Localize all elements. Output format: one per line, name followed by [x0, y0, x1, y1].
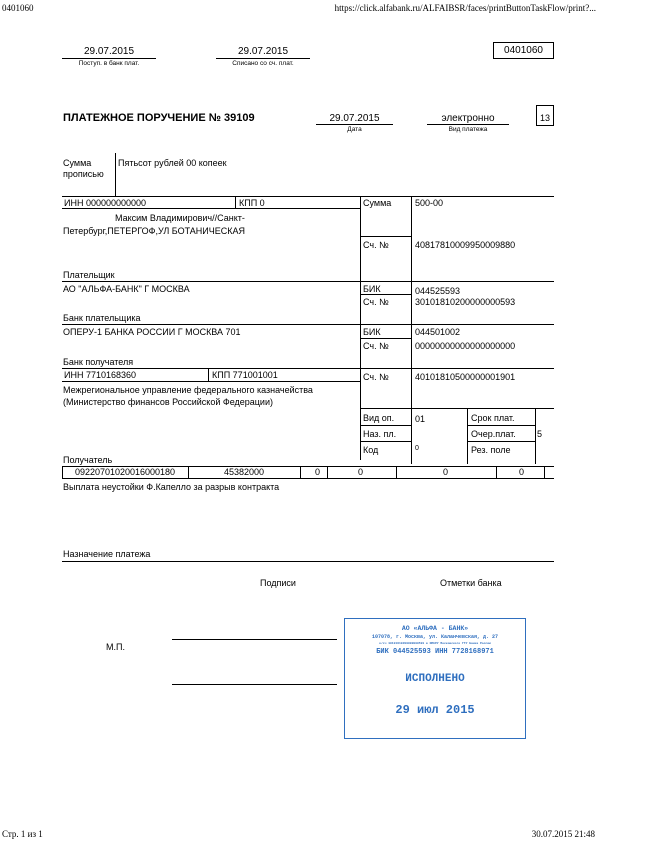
- payer-name-line-2: Петербург,ПЕТЕРГОФ,УЛ БОТАНИЧЕСКАЯ: [63, 226, 245, 236]
- payer-bank-bik-value: 044525593: [415, 286, 461, 296]
- field-108-value: 0: [443, 467, 449, 477]
- payer-kpp: КПП 0: [239, 198, 265, 208]
- payer-account-value: 40817810009950009880: [415, 240, 516, 250]
- vid-op-value: 01: [415, 414, 426, 424]
- sum-value: 500-00: [415, 198, 444, 208]
- stamp-status: ИСПОЛНЕНО: [405, 673, 465, 685]
- payer-bank-account-value: 30101810200000000593: [415, 297, 516, 307]
- debited-date-label: Списано со сч. плат.: [232, 60, 294, 67]
- kod-value: 0: [415, 445, 419, 452]
- received-date: 29.07.2015: [83, 46, 135, 57]
- payment-type-label: Вид платежа: [448, 126, 488, 133]
- srok-label: Срок плат.: [471, 413, 515, 423]
- payee-bank-name: ОПЕРУ-1 БАНКА РОССИИ Г МОСКВА 701: [63, 327, 241, 337]
- payee-bank-bik-value: 044501002: [415, 327, 461, 337]
- field-107-value: 0: [358, 467, 364, 477]
- signature-line-1: [172, 639, 337, 640]
- sum-label: Сумма: [363, 198, 392, 208]
- payee-account-value: 40101810500000001901: [415, 372, 516, 382]
- field-109-value: 0: [519, 467, 525, 477]
- bank-marks-label: Отметки банка: [440, 578, 502, 588]
- mp-label: М.П.: [106, 642, 125, 652]
- print-header-url: https://click.alfabank.ru/ALFAIBSR/faces/printButtonTaskFlow/print?...: [334, 3, 596, 13]
- payer-inn: ИНН 000000000000: [64, 198, 147, 208]
- kbk-value: 09220701020016000180: [74, 467, 176, 477]
- purpose-text: Выплата неустойки Ф.Капелло за разрыв контракта: [63, 482, 280, 492]
- signatures-label: Подписи: [260, 578, 296, 588]
- payee-label: Получатель: [63, 455, 113, 465]
- payer-bank-name: АО "АЛЬФА-БАНК" Г МОСКВА: [63, 284, 190, 294]
- ocher-label: Очер.плат.: [471, 429, 516, 439]
- rez-label: Рез. поле: [471, 445, 511, 455]
- payer-bank-label: Банк плательщика: [63, 313, 141, 323]
- amount-words-value: Пятьсот рублей 00 копеек: [118, 158, 227, 168]
- payee-bank-account-label: Сч. №: [363, 341, 389, 351]
- oktmo-value: 45382000: [223, 467, 265, 477]
- stamp-address: 107078, г. Москва, ул. Каланчевская, д. 27: [371, 634, 499, 640]
- form-code-box: 0401060: [493, 42, 554, 59]
- debited-date: 29.07.2015: [237, 46, 289, 57]
- print-header-form-code: 0401060: [2, 3, 34, 13]
- payee-bank-account-value: 00000000000000000000: [415, 341, 516, 351]
- payment-type: электронно: [441, 113, 495, 124]
- ocher-value: 5: [537, 429, 543, 439]
- payee-kpp: КПП 771001001: [212, 370, 278, 380]
- payer-account-label: Сч. №: [363, 240, 389, 250]
- purpose-label: Назначение платежа: [63, 549, 151, 559]
- amount-words-label-1: Сумма: [63, 158, 92, 168]
- document-title: ПЛАТЕЖНОЕ ПОРУЧЕНИЕ № 39109: [63, 112, 255, 124]
- signature-line-2: [172, 684, 337, 685]
- naz-pl-label: Наз. пл.: [363, 429, 397, 439]
- stamp-corr-account: к/сч 30101810200000000593 в ОПЕРУ Московского ГТУ Банка России: [379, 642, 491, 645]
- stamp-date: 29 июл 2015: [395, 703, 475, 717]
- status-code-box: 13: [536, 105, 554, 126]
- bank-stamp: [344, 618, 526, 739]
- received-date-label: Поступ. в банк плат.: [78, 60, 140, 67]
- payer-bank-bik-label: БИК: [363, 284, 381, 294]
- payee-bank-bik-label: БИК: [363, 327, 381, 337]
- payee-name-line-1: Межрегиональное управление федерального казначейства: [63, 385, 313, 395]
- stamp-bik-inn: БИК 044525593 ИНН 7728168971: [376, 648, 494, 656]
- kod-label: Код: [363, 445, 379, 455]
- amount-words-label-2: прописью: [63, 169, 104, 179]
- payer-bank-account-label: Сч. №: [363, 297, 389, 307]
- order-date-label: Дата: [347, 126, 362, 133]
- payee-bank-label: Банк получателя: [63, 357, 134, 367]
- payer-name-line-1: Максим Владимирович//Санкт-: [115, 213, 245, 223]
- print-footer-page: Стр. 1 из 1: [2, 829, 43, 839]
- field-106-value: 0: [315, 467, 321, 477]
- vid-op-label: Вид оп.: [363, 413, 395, 423]
- payee-account-label: Сч. №: [363, 372, 389, 382]
- payee-inn: ИНН 7710168360: [64, 370, 137, 380]
- order-date: 29.07.2015: [329, 113, 380, 124]
- payer-label: Плательщик: [63, 270, 115, 280]
- payee-name-line-2: (Министерство финансов Российской Федерации): [63, 397, 273, 407]
- stamp-bank-name: АО «АЛЬФА - БАНК»: [401, 625, 469, 632]
- print-footer-datetime: 30.07.2015 21:48: [531, 829, 595, 839]
